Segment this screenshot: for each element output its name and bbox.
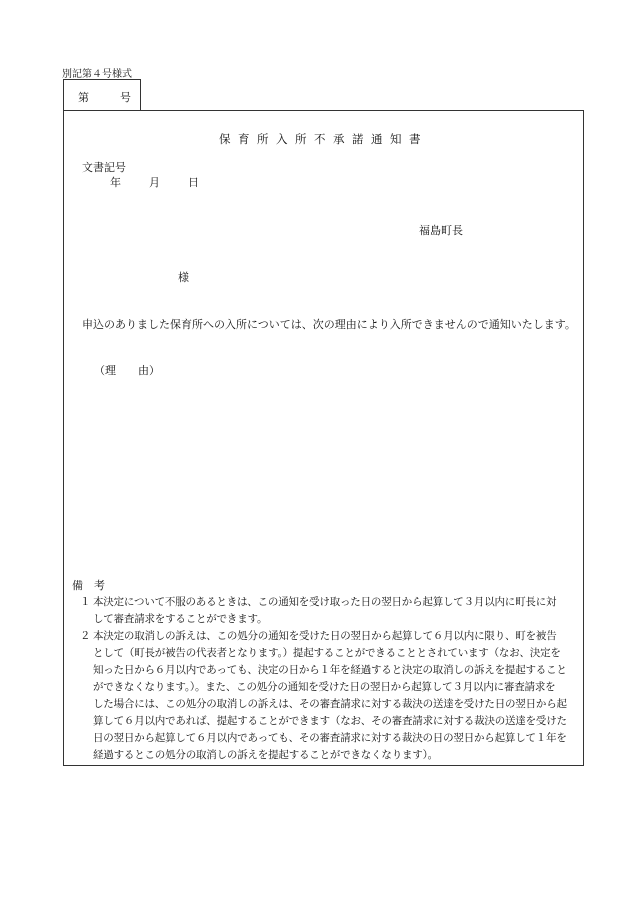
remark-line: 日の翌日から起算して６月以内であっても、その審査請求に対する裁決の日の翌日から起算して１年を <box>93 732 567 744</box>
remarks-heading: 備 考 <box>72 579 105 592</box>
remark-line: 知った日から６月以内であっても、決定の日から１年を経過すると決定の取消しの訴えを提起すること <box>93 664 567 676</box>
remark-line: 本決定の取消しの訴えは、この処分の通知を受けた日の翌日から起算して６月以内に限り、町を被告 <box>93 630 557 642</box>
remark-number: １ <box>80 596 91 608</box>
form-code: 別記第４号様式 <box>62 69 132 80</box>
document-title: 保育所入所不承諾通知書 <box>219 132 428 146</box>
notice-body: 申込のありました保育所への入所については、次の理由により入所できませんので通知いたします。 <box>82 318 576 331</box>
notice-form <box>63 110 584 766</box>
remark-line: として（町長が被告の代表者となります。）提起することができることとされています（なお、決定を <box>93 647 561 659</box>
remark-line: した場合には、この処分の取消しの訴えは、その審査請求に対する裁決の送達を受けた日の翌日から起 <box>93 698 567 710</box>
number-suffix-label: 号 <box>120 91 131 104</box>
issuer-name: 福島町長 <box>419 224 463 237</box>
reason-label: （理 由） <box>94 364 160 377</box>
date-year-label: 年 <box>110 176 121 189</box>
number-prefix-label: 第 <box>78 91 89 104</box>
remark-line: 算して６月以内であれば、提起することができます（なお、その審査請求に対する裁決の送達を受けた <box>93 715 567 727</box>
date-day-label: 日 <box>188 176 199 189</box>
date-month-label: 月 <box>149 176 160 189</box>
remark-line: 経過するとこの処分の取消しの訴えを提起することができなくなります）。 <box>93 749 438 761</box>
remark-line: して審査請求をすることができます。 <box>93 613 268 625</box>
remark-number: ２ <box>80 630 91 642</box>
document-number-box <box>63 79 141 110</box>
remark-line: ができなくなります。）。また、この処分の通知を受けた日の翌日から起算して３月以内に審査請求を <box>93 681 556 693</box>
doc-number-label: 文書記号 <box>82 161 126 174</box>
remark-line: 本決定について不服のあるときは、この通知を受け取った日の翌日から起算して３月以内に町長に対 <box>93 596 557 608</box>
addressee-suffix: 様 <box>178 271 189 284</box>
